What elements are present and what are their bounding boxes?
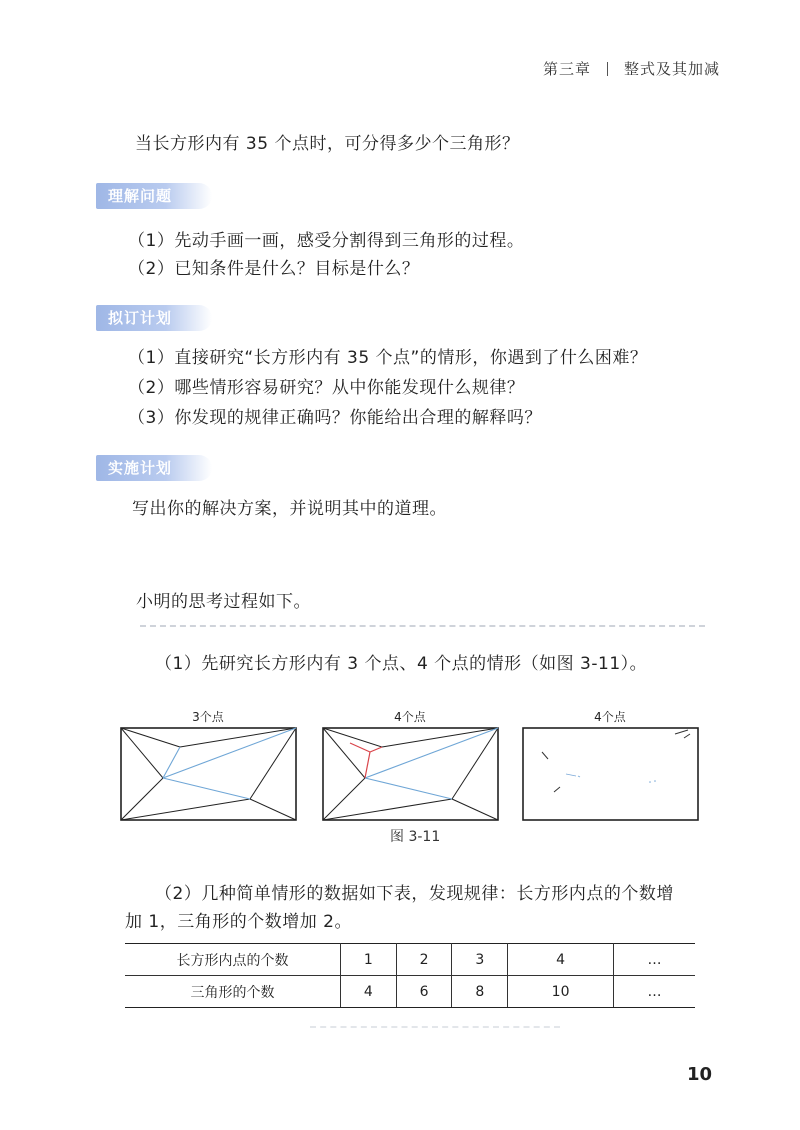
step1-text: （1）先研究长方形内有 3 个点、4 个点的情形（如图 3-11）。 bbox=[155, 654, 648, 674]
table-cell: 2 bbox=[396, 944, 452, 976]
figure-label-2: 4个点 bbox=[394, 710, 426, 724]
question-text: 当长方形内有 35 个点时，可分得多少个三角形？ bbox=[135, 134, 520, 154]
table-cell: 10 bbox=[508, 976, 614, 1008]
faint-divider bbox=[310, 1026, 560, 1028]
header-divider bbox=[607, 62, 608, 76]
table-cell: 4 bbox=[341, 976, 397, 1008]
chapter-title: 整式及其加减 bbox=[623, 60, 720, 78]
section-line: （1）直接研究“长方形内有 35 个点”的情形，你遇到了什么困难？ bbox=[128, 348, 648, 368]
step2-line1: （2）几种简单情形的数据如下表，发现规律：长方形内点的个数增 bbox=[155, 884, 674, 904]
figure-rect-3-points bbox=[118, 724, 300, 826]
figure-rect-4-points bbox=[320, 724, 502, 826]
data-table bbox=[125, 943, 695, 1008]
section-line: （1）先动手画一画，感受分割得到三角形的过程。 bbox=[128, 231, 525, 251]
figure-caption: 图 3-11 bbox=[390, 829, 441, 845]
chapter-label: 第三章 bbox=[542, 60, 591, 78]
table-row bbox=[125, 976, 695, 1008]
table-cell: 4 bbox=[508, 944, 614, 976]
section-line: （3）你发现的规律正确吗？你能给出合理的解释吗？ bbox=[128, 408, 542, 428]
section-tag-understand: 理解问题 bbox=[96, 183, 212, 209]
section-line: 写出你的解决方案，并说明其中的道理。 bbox=[132, 499, 447, 519]
step2-line2: 加 1，三角形的个数增加 2。 bbox=[125, 912, 352, 932]
section-tag-plan: 拟订计划 bbox=[96, 305, 212, 331]
section-tag-execute: 实施计划 bbox=[96, 455, 212, 481]
page-header bbox=[543, 58, 720, 79]
section-line: （2）哪些情形容易研究？从中你能发现什么规律？ bbox=[128, 378, 525, 398]
table-cell: 8 bbox=[452, 976, 508, 1008]
section-line: （2）已知条件是什么？目标是什么？ bbox=[128, 259, 420, 279]
dashed-divider bbox=[140, 625, 705, 627]
table-cell: … bbox=[613, 976, 695, 1008]
page-number: 10 bbox=[686, 1064, 712, 1085]
table-cell-header: 长方形内点的个数 bbox=[125, 944, 341, 976]
figure-label-3: 4个点 bbox=[594, 710, 626, 724]
table-cell: 3 bbox=[452, 944, 508, 976]
table-cell: 1 bbox=[341, 944, 397, 976]
figure-rect-blank bbox=[520, 724, 702, 826]
table-row bbox=[125, 944, 695, 976]
figure-label-1: 3个点 bbox=[192, 710, 224, 724]
table-cell-header: 三角形的个数 bbox=[125, 976, 341, 1008]
table-cell: 6 bbox=[396, 976, 452, 1008]
intro-text: 小明的思考过程如下。 bbox=[136, 592, 311, 612]
table-cell: … bbox=[613, 944, 695, 976]
